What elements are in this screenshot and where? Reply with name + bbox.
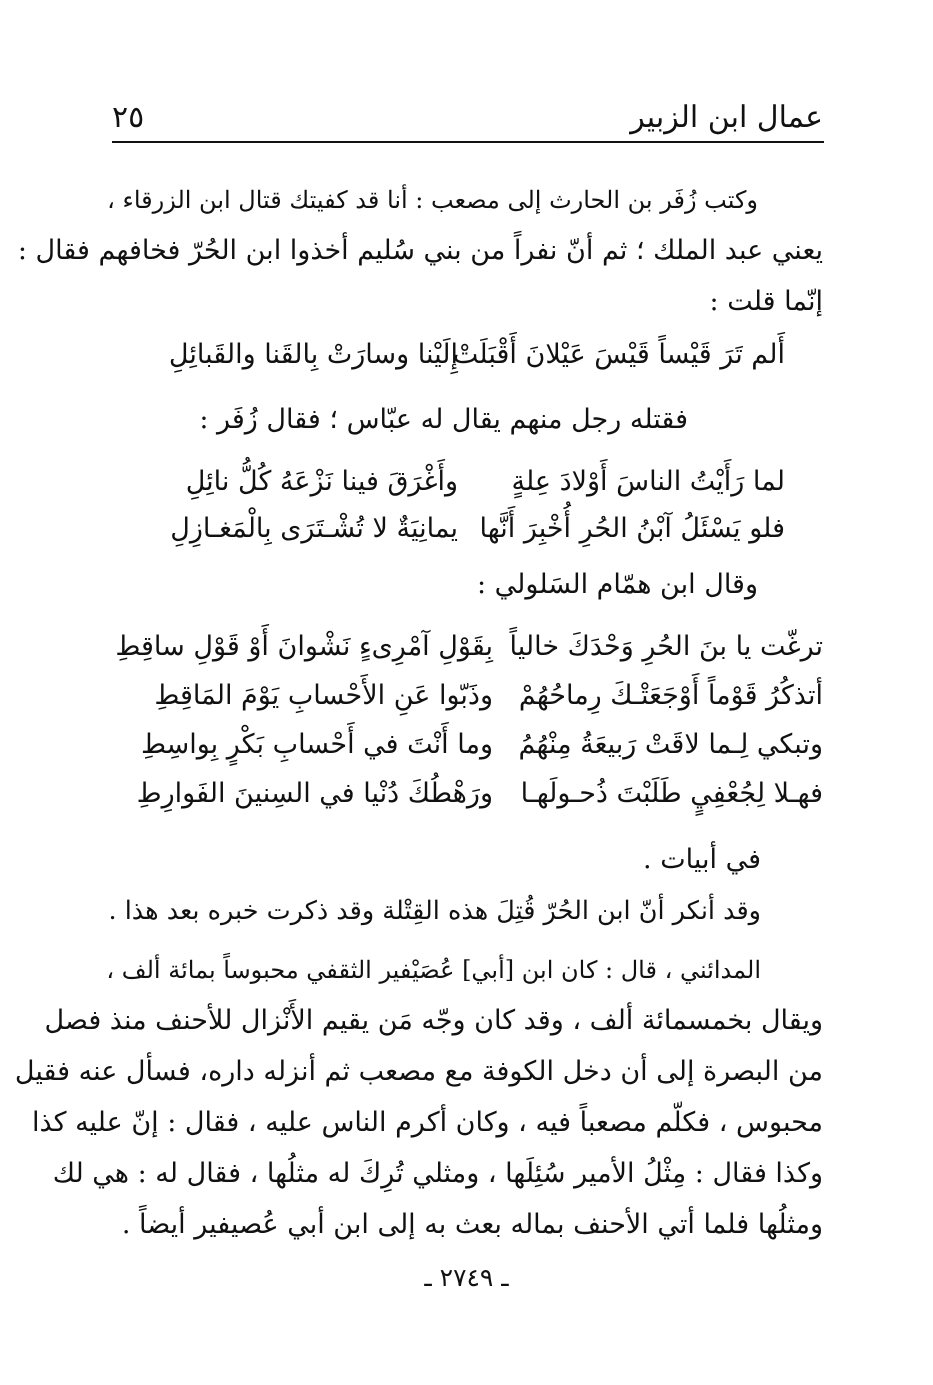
para1-line-2: يعني عبد الملك ؛ ثم أنّ نفراً من بني سُليم أخذوا ابن الحُرّ فخافهم فقال : [17,235,823,266]
after-verses: في أبيات . [643,844,761,875]
para2-line-1: المدائني ، قال : كان ابن [أبي] عُصَيْفير الثقفي محبوساً بمائة ألف ، [106,956,761,984]
verse3-2-first: أتذكُرُ قَوْماً أَوْجَعَتْـكَ رِماحُهُمْ [518,680,823,711]
verse1-second-hemistich: إِلَيْنا وسارَتْ بِالقَنا والقَبائِلِ [168,339,458,370]
para2-line-2: ويقال بخمسمائة ألف ، وقد كان وجّه مَن يقيم الأَنْزال للأحنف منذ فصل [44,1005,823,1036]
footer-folio: ـ ٢٧٤٩ ـ [424,1263,509,1292]
verse2-2-second: يمانِيَةٌ لا تُشْـتَرَى بِالْمَغـازِلِ [170,513,458,544]
verse2-1-first: لما رَأَيْتُ الناسَ أَوْلادَ عِلةٍ [511,466,785,497]
header-rule [112,141,824,143]
page-number: ٢٥ [112,100,145,135]
para1-line-1: وكتب زُفَر بن الحارث إلى مصعب : أنا قد كفيتك قتال ابن الزرقاء ، [107,186,758,214]
verse1-first-hemistich: أَلم تَرَ قَيْساً قَيْسَ عَيْلانَ أَقْبَلَتْ [452,339,785,370]
verse2-1-second: وأَغْرَقَ فينا نَزْعَهُ كُلُّ نائِلِ [185,466,458,497]
verse3-1-first: ترغّت يا بنَ الحُرِ وَحْدَكَ خالياً [509,631,823,662]
verse3-1-second: بِقَوْلِ آمْرِىءٍ نَشْوانَ أَوْ قَوْلِ ساقِطِ [115,631,493,662]
para2-line-5: وكذا فقال : مِثْلُ الأمير سُئِلَها ، ومثلي تُرِكَ له مثلُها ، فقال له : هي لك [52,1158,823,1189]
para1-line-3: إنّما قلت : [709,286,823,317]
verse3-2-second: وذَبّوا عَنِ الأَحْسابِ يَوْمَ المَاقِطِ [154,680,493,711]
verse3-4-first: فهـلا لِجُعْفِيٍ طَلَبْتَ ذُحـولَهـا [520,778,823,809]
verse3-3-first: وتبكي لِـما لاقَتْ رَبيعَةُ مِنْهُمُ [518,729,823,760]
para2-line-4: محبوس ، فكلّم مصعباً فيه ، وكان أكرم الناس عليه ، فقال : إنّ عليه كذا [31,1107,823,1138]
narrative-1: فقتله رجل منهم يقال له عبّاس ؛ فقال زُفَر : [199,404,688,435]
verse2-2-first: فلو يَسْئَلُ آبْنُ الحُرِ أُخْبِرَ أَنَّها [479,513,785,544]
para2-line-3: من البصرة إلى أن دخل الكوفة مع مصعب ثم أنزله داره، فسأل عنه فقيل [14,1056,823,1087]
verse3-3-second: وما أَنْتَ في أَحْسابِ بَكْرٍ بِواسِطِ [140,729,493,760]
narrative-3: وقد أنكر أنّ ابن الحُرّ قُتِلَ هذه القِتْلة وقد ذكرت خبره بعد هذا . [108,896,761,926]
running-title: عمال ابن الزبير [630,100,823,135]
para2-line-6: ومثلُها فلما أتي الأحنف بماله بعث به إلى ابن أبي عُصيفير أيضاً . [121,1209,823,1240]
verse3-4-second: ورَهْطُكَ دُنْيا في السِنينَ الفَوارِطِ [136,778,493,809]
narrative-2: وقال ابن همّام السَلولي : [476,569,758,600]
